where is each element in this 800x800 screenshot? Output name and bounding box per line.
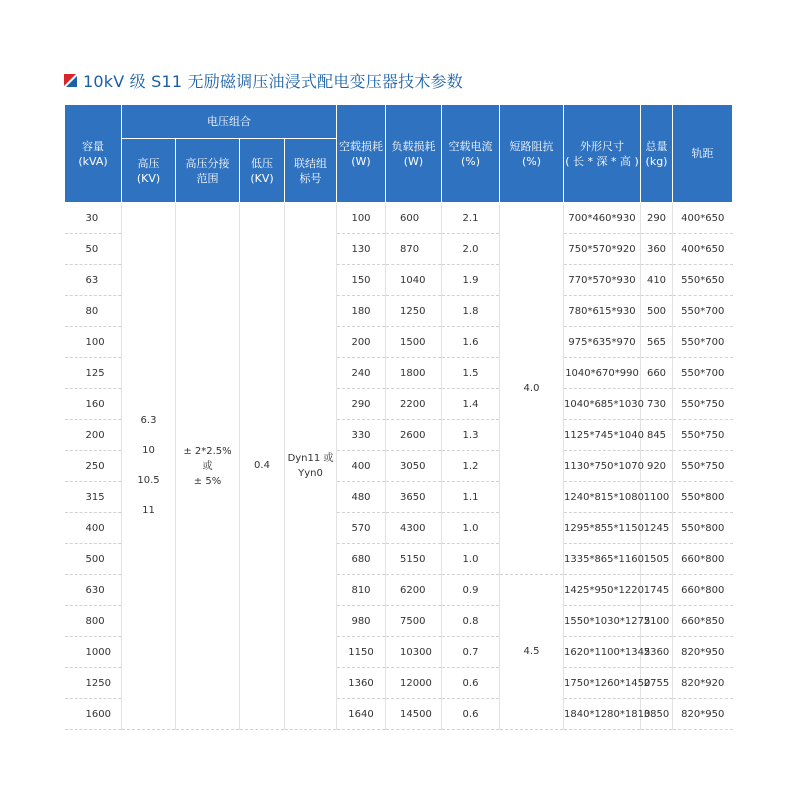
weight-cell: 2360 — [641, 637, 673, 668]
header-lv: 低压 (KV) — [240, 139, 285, 203]
gauge-cell: 550*700 — [673, 296, 733, 327]
noload-current-cell: 1.5 — [442, 358, 500, 389]
load-loss-cell: 1500 — [386, 327, 442, 358]
noload-current-cell: 1.1 — [442, 482, 500, 513]
capacity-cell: 250 — [65, 451, 122, 482]
noload-loss-cell: 810 — [337, 575, 386, 606]
capacity-cell: 1000 — [65, 637, 122, 668]
dimensions-cell: 1550*1030*1275 — [564, 606, 641, 637]
impedance-merged-cell-2-line: 4.5 — [523, 646, 540, 657]
header-gauge: 轨距 — [673, 105, 733, 203]
noload-loss-cell: 570 — [337, 513, 386, 544]
header-noload-current: 空载电流 (%) — [442, 105, 500, 203]
noload-current-cell: 1.6 — [442, 327, 500, 358]
weight-cell: 3850 — [641, 699, 673, 730]
capacity-cell: 100 — [65, 327, 122, 358]
noload-loss-cell: 680 — [337, 544, 386, 575]
weight-cell: 660 — [641, 358, 673, 389]
dimensions-cell: 1125*745*1040 — [564, 420, 641, 451]
conn-merged-cell-line: Yyn0 — [298, 468, 323, 479]
noload-loss-cell: 980 — [337, 606, 386, 637]
hv-merged-cell-line: 11 — [142, 505, 155, 516]
weight-cell: 2755 — [641, 668, 673, 699]
tap-merged-cell-line: 或 — [202, 460, 213, 472]
dimensions-cell: 1295*855*1150 — [564, 513, 641, 544]
capacity-cell: 125 — [65, 358, 122, 389]
gauge-cell: 660*800 — [673, 544, 733, 575]
weight-cell: 290 — [641, 203, 673, 234]
load-loss-cell: 4300 — [386, 513, 442, 544]
capacity-cell: 1250 — [65, 668, 122, 699]
title-text: 10kV 级 S11 无励磁调压油浸式配电变压器技术参数 — [83, 71, 463, 91]
gauge-cell: 820*950 — [673, 637, 733, 668]
header-connection: 联结组 标号 — [285, 139, 337, 203]
tap-merged-cell-line: ± 5% — [193, 475, 222, 487]
noload-current-cell: 0.6 — [442, 699, 500, 730]
weight-cell: 360 — [641, 234, 673, 265]
dimensions-cell: 1040*670*990 — [564, 358, 641, 389]
brand-mark-icon — [64, 74, 77, 87]
weight-cell: 730 — [641, 389, 673, 420]
spec-table — [64, 104, 733, 730]
capacity-cell: 80 — [65, 296, 122, 327]
gauge-cell: 660*850 — [673, 606, 733, 637]
dimensions-cell: 770*570*930 — [564, 265, 641, 296]
capacity-cell: 500 — [65, 544, 122, 575]
tap-merged-cell-line: ± 2*2.5% — [183, 445, 232, 457]
load-loss-cell: 5150 — [386, 544, 442, 575]
page-title — [64, 69, 463, 91]
header-weight: 总量 (kg) — [641, 105, 673, 203]
table-row — [65, 203, 733, 234]
noload-loss-cell: 150 — [337, 265, 386, 296]
noload-current-cell: 0.9 — [442, 575, 500, 606]
spec-table-container — [64, 104, 732, 730]
hv-merged-cell-line: 6.3 — [140, 415, 157, 426]
header-noload-loss: 空载损耗 (W) — [337, 105, 386, 203]
gauge-cell: 400*650 — [673, 234, 733, 265]
weight-cell: 1745 — [641, 575, 673, 606]
noload-current-cell: 1.0 — [442, 544, 500, 575]
dimensions-cell: 1620*1100*1345 — [564, 637, 641, 668]
noload-current-cell: 1.8 — [442, 296, 500, 327]
noload-loss-cell: 480 — [337, 482, 386, 513]
noload-loss-cell: 1640 — [337, 699, 386, 730]
header-load-loss: 负载损耗 (W) — [386, 105, 442, 203]
capacity-cell: 630 — [65, 575, 122, 606]
weight-cell: 1100 — [641, 482, 673, 513]
noload-loss-cell: 1150 — [337, 637, 386, 668]
conn-merged-cell-line: Dyn11 或 — [287, 453, 334, 464]
gauge-cell: 550*750 — [673, 389, 733, 420]
hv-merged-cell-line: 10.5 — [137, 475, 160, 486]
load-loss-cell: 1800 — [386, 358, 442, 389]
weight-cell: 2100 — [641, 606, 673, 637]
capacity-cell: 400 — [65, 513, 122, 544]
capacity-cell: 160 — [65, 389, 122, 420]
noload-current-cell: 1.9 — [442, 265, 500, 296]
load-loss-cell: 3050 — [386, 451, 442, 482]
load-loss-cell: 6200 — [386, 575, 442, 606]
capacity-cell: 800 — [65, 606, 122, 637]
noload-current-cell: 1.2 — [442, 451, 500, 482]
capacity-cell: 50 — [65, 234, 122, 265]
impedance-merged-cell-1 — [500, 203, 564, 575]
gauge-cell: 400*650 — [673, 203, 733, 234]
capacity-cell: 200 — [65, 420, 122, 451]
noload-loss-cell: 200 — [337, 327, 386, 358]
noload-current-cell: 1.0 — [442, 513, 500, 544]
load-loss-cell: 12000 — [386, 668, 442, 699]
load-loss-cell: 14500 — [386, 699, 442, 730]
dimensions-cell: 1425*950*1220 — [564, 575, 641, 606]
impedance-merged-cell-2 — [500, 575, 564, 730]
weight-cell: 1245 — [641, 513, 673, 544]
gauge-cell: 550*700 — [673, 358, 733, 389]
dimensions-cell: 1040*685*1030 — [564, 389, 641, 420]
lv-merged-cell-line: 0.4 — [254, 460, 270, 471]
header-tap-range: 高压分接 范围 — [176, 139, 240, 203]
capacity-cell: 63 — [65, 265, 122, 296]
weight-cell: 1505 — [641, 544, 673, 575]
hv-merged-cell-line: 10 — [142, 445, 155, 456]
load-loss-cell: 870 — [386, 234, 442, 265]
load-loss-cell: 1040 — [386, 265, 442, 296]
load-loss-cell: 1250 — [386, 296, 442, 327]
lv-merged-cell — [240, 203, 285, 730]
capacity-cell: 30 — [65, 203, 122, 234]
gauge-cell: 550*750 — [673, 451, 733, 482]
load-loss-cell: 600 — [386, 203, 442, 234]
noload-loss-cell: 180 — [337, 296, 386, 327]
weight-cell: 500 — [641, 296, 673, 327]
load-loss-cell: 3650 — [386, 482, 442, 513]
gauge-cell: 550*800 — [673, 513, 733, 544]
capacity-cell: 1600 — [65, 699, 122, 730]
dimensions-cell: 1240*815*1080 — [564, 482, 641, 513]
dimensions-cell: 1840*1280*1810 — [564, 699, 641, 730]
noload-current-cell: 1.4 — [442, 389, 500, 420]
header-impedance: 短路阻抗 (%) — [500, 105, 564, 203]
gauge-cell: 550*750 — [673, 420, 733, 451]
noload-loss-cell: 130 — [337, 234, 386, 265]
header-hv: 高压 (KV) — [122, 139, 176, 203]
table-body — [65, 203, 733, 730]
noload-loss-cell: 100 — [337, 203, 386, 234]
weight-cell: 410 — [641, 265, 673, 296]
dimensions-cell: 780*615*930 — [564, 296, 641, 327]
load-loss-cell: 2200 — [386, 389, 442, 420]
header-capacity: 容量 (kVA) — [65, 105, 122, 203]
gauge-cell: 550*650 — [673, 265, 733, 296]
hv-merged-cell — [122, 203, 176, 730]
noload-current-cell: 0.8 — [442, 606, 500, 637]
noload-current-cell: 2.0 — [442, 234, 500, 265]
load-loss-cell: 2600 — [386, 420, 442, 451]
conn-merged-cell — [285, 203, 337, 730]
noload-loss-cell: 330 — [337, 420, 386, 451]
noload-loss-cell: 240 — [337, 358, 386, 389]
weight-cell: 565 — [641, 327, 673, 358]
tap-merged-cell — [176, 203, 240, 730]
dimensions-cell: 975*635*970 — [564, 327, 641, 358]
dimensions-cell: 700*460*930 — [564, 203, 641, 234]
weight-cell: 845 — [641, 420, 673, 451]
gauge-cell: 820*920 — [673, 668, 733, 699]
noload-loss-cell: 290 — [337, 389, 386, 420]
gauge-cell: 820*950 — [673, 699, 733, 730]
noload-loss-cell: 400 — [337, 451, 386, 482]
noload-current-cell: 2.1 — [442, 203, 500, 234]
load-loss-cell: 10300 — [386, 637, 442, 668]
capacity-cell: 315 — [65, 482, 122, 513]
dimensions-cell: 750*570*920 — [564, 234, 641, 265]
header-voltage-group: 电压组合 — [122, 105, 337, 139]
load-loss-cell: 7500 — [386, 606, 442, 637]
header-dimensions: 外形尺寸 ( 长 * 深 * 高 ) — [564, 105, 641, 203]
gauge-cell: 550*700 — [673, 327, 733, 358]
dimensions-cell: 1335*865*1160 — [564, 544, 641, 575]
noload-current-cell: 1.3 — [442, 420, 500, 451]
weight-cell: 920 — [641, 451, 673, 482]
noload-loss-cell: 1360 — [337, 668, 386, 699]
dimensions-cell: 1750*1260*1450 — [564, 668, 641, 699]
noload-current-cell: 0.7 — [442, 637, 500, 668]
noload-current-cell: 0.6 — [442, 668, 500, 699]
dimensions-cell: 1130*750*1070 — [564, 451, 641, 482]
gauge-cell: 550*800 — [673, 482, 733, 513]
gauge-cell: 660*800 — [673, 575, 733, 606]
impedance-merged-cell-1-line: 4.0 — [523, 382, 540, 394]
